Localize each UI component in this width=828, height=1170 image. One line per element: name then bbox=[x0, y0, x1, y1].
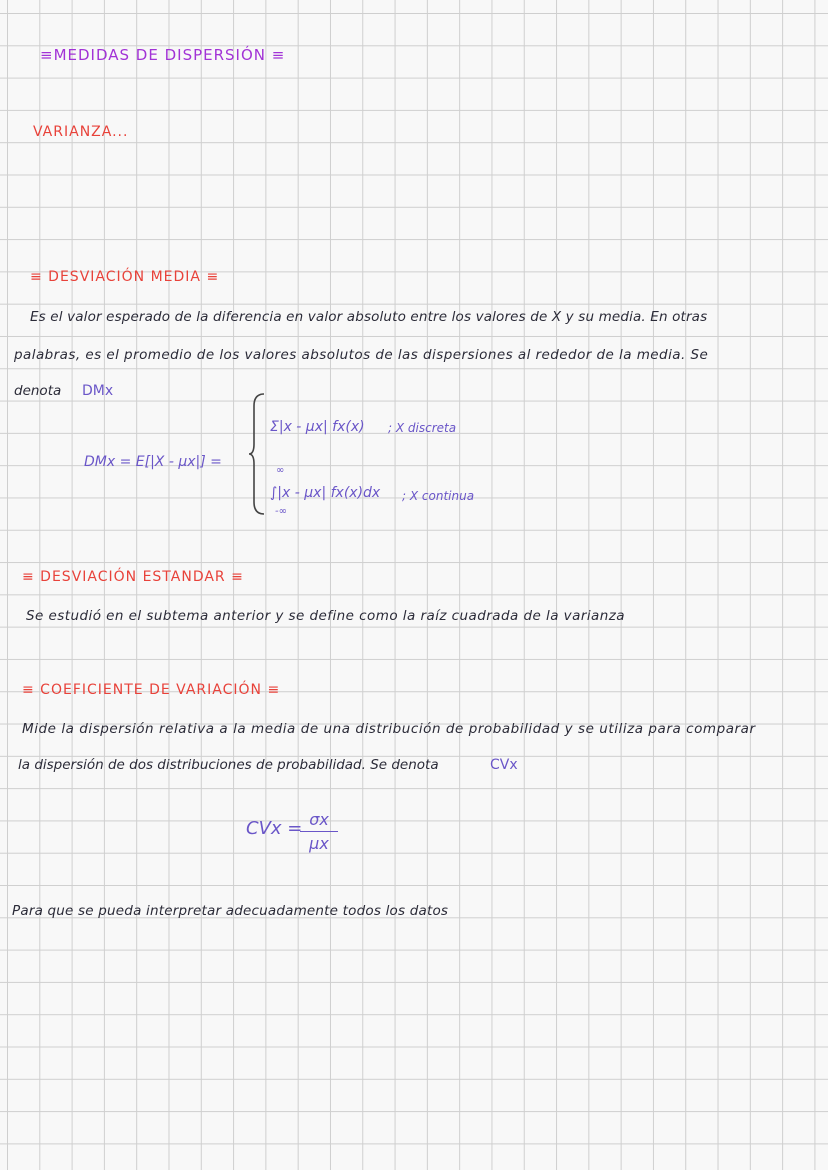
desviacion-estandar-heading: ≡ DESVIACIÓN ESTANDAR ≡ bbox=[22, 569, 244, 585]
desviacion-media-text-2: palabras, es el promedio de los valores absolutos de las dispersiones al rededor de la media. Se bbox=[14, 347, 709, 363]
desviacion-media-heading: ≡ DESVIACIÓN MEDIA ≡ bbox=[30, 269, 220, 285]
page-title: ≡MEDIDAS DE DISPERSIÓN ≡ bbox=[40, 46, 286, 64]
desviacion-estandar-text: Se estudió en el subtema anterior y se define como la raíz cuadrada de la varianza bbox=[26, 608, 626, 624]
cv-fraction bbox=[300, 810, 338, 853]
dm-case-continuous-cond: ; X continua bbox=[402, 489, 475, 503]
cv-numerator: σx bbox=[309, 810, 329, 829]
conclusion-text: Para que se pueda interpretar adecuadamente todos los datos bbox=[12, 903, 449, 919]
varianza-heading: VARIANZA... bbox=[33, 124, 129, 140]
dm-formula-lhs: DMx = E[|X - μx|] = bbox=[84, 454, 222, 470]
dm-integral-upper: ∞ bbox=[276, 465, 285, 476]
dm-integral-lower: -∞ bbox=[275, 506, 287, 517]
coeficiente-variacion-heading: ≡ COEFICIENTE DE VARIACIÓN ≡ bbox=[22, 682, 281, 698]
dm-case-discrete-expr: Σ|x - μx| fx(x) bbox=[270, 419, 365, 435]
cv-symbol: CVx bbox=[490, 757, 518, 773]
dm-case-continuous-expr: ∫|x - μx| fx(x)dx bbox=[270, 485, 381, 501]
desviacion-media-text-1: Es el valor esperado de la diferencia en valor absoluto entre los valores de X y su media. En otras bbox=[30, 309, 708, 325]
cv-formula-lhs: CVx = bbox=[246, 818, 303, 839]
fraction-bar bbox=[300, 831, 338, 832]
coeficiente-variacion-text-2: la dispersión de dos distribuciones de probabilidad. Se denota bbox=[18, 757, 439, 773]
dm-symbol: DMx bbox=[82, 383, 114, 399]
coeficiente-variacion-text-1: Mide la dispersión relativa a la media de una distribución de probabilidad y se utiliza para comparar bbox=[22, 721, 756, 737]
cv-denominator: μx bbox=[309, 834, 329, 853]
desviacion-media-text-3: denota bbox=[14, 383, 62, 399]
dm-case-discrete-cond: ; X discreta bbox=[388, 421, 457, 435]
left-brace-icon bbox=[248, 392, 266, 516]
